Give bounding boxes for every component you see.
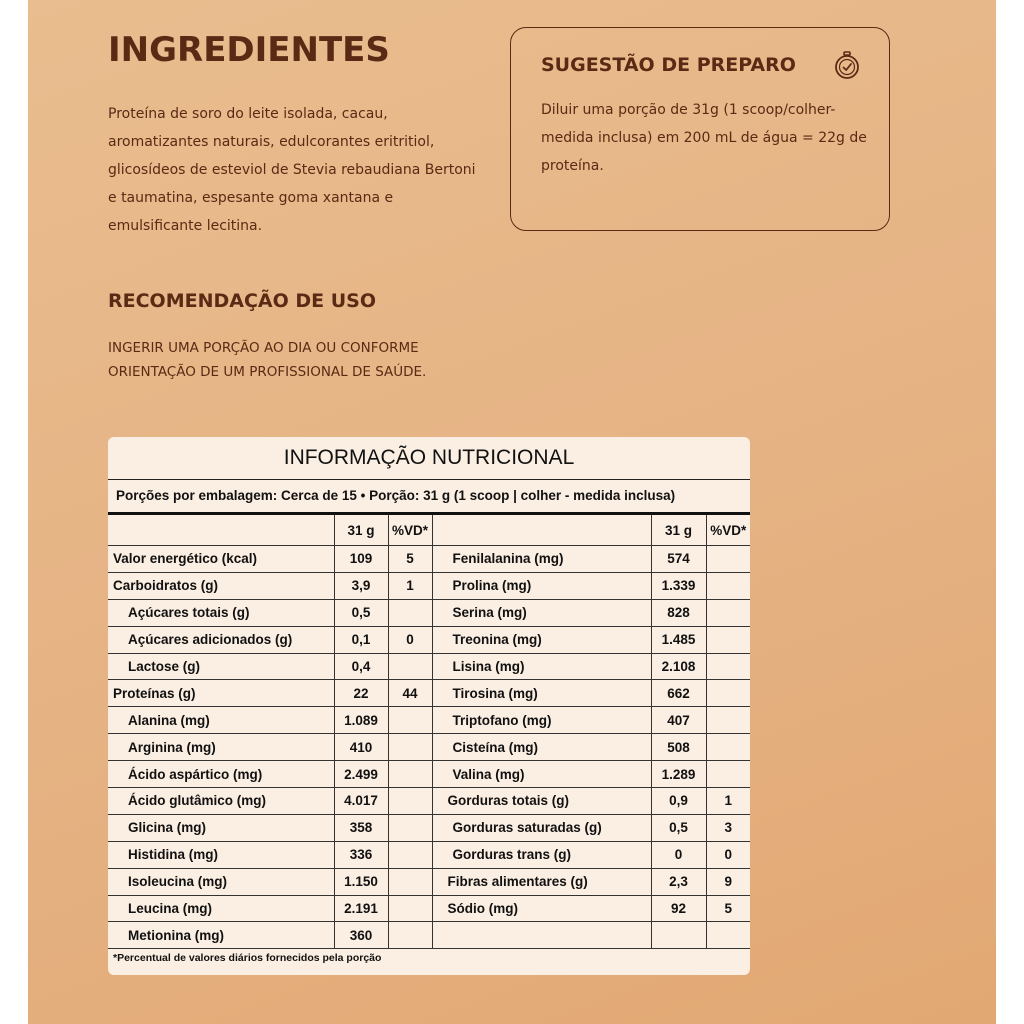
nutrient-name: Cisteína (mg) [432,734,651,761]
nutrient-name: Gorduras saturadas (g) [432,814,651,841]
nutrient-vd [706,707,750,734]
nutrient-name: Carboidratos (g) [108,572,334,599]
nutrition-header-row [108,515,750,546]
ingredients-heading: INGREDIENTES [108,30,390,70]
nutrient-vd [706,546,750,573]
nutrient-name: Açúcares adicionados (g) [108,626,334,653]
nutrient-amount: 1.485 [651,626,706,653]
nutrient-amount: 1.150 [334,868,388,895]
nutrient-amount: 4.017 [334,788,388,815]
nutrient-vd [388,788,432,815]
nutrient-amount: 508 [651,734,706,761]
header-amount-2: 31 g [651,515,706,546]
nutrient-name: Ácido glutâmico (mg) [108,788,334,815]
nutrient-amount: 662 [651,680,706,707]
nutrient-name: Lactose (g) [108,653,334,680]
header-vd-2: %VD* [706,515,750,546]
nutrient-amount: 3,9 [334,572,388,599]
header-blank [108,515,334,546]
nutrient-vd: 5 [388,546,432,573]
nutrient-name: Triptofano (mg) [432,707,651,734]
nutrient-amount: 0 [651,841,706,868]
nutrient-name: Metionina (mg) [108,922,334,949]
table-row [108,922,750,949]
nutrition-portions: Porções por embalagem: Cerca de 15 • Porção: 31 g (1 scoop | colher - medida inclusa) [108,480,750,515]
nutrient-amount: 2.108 [651,653,706,680]
nutrient-name: Valina (mg) [432,761,651,788]
preparation-text: Diluir uma porção de 31g (1 scoop/colher-medida inclusa) em 200 mL de água = 22g de proteína. [541,102,867,174]
table-row [108,814,750,841]
nutrition-title: INFORMAÇÃO NUTRICIONAL [108,437,750,480]
nutrient-name: Leucina (mg) [108,895,334,922]
nutrient-vd [388,653,432,680]
nutrient-amount: 407 [651,707,706,734]
nutrient-vd [706,653,750,680]
nutrient-amount: 92 [651,895,706,922]
nutrient-name: Prolina (mg) [432,572,651,599]
nutrient-vd: 3 [706,814,750,841]
nutrient-amount: 2.191 [334,895,388,922]
nutrient-name: Gorduras trans (g) [432,841,651,868]
nutrient-vd [706,922,750,949]
nutrient-amount: 2.499 [334,761,388,788]
nutrient-name: Ácido aspártico (mg) [108,761,334,788]
nutrient-vd [388,922,432,949]
nutrient-vd: 1 [706,788,750,815]
nutrient-name: Serina (mg) [432,599,651,626]
nutrient-name: Fibras alimentares (g) [432,868,651,895]
nutrient-amount: 358 [334,814,388,841]
table-row [108,546,750,573]
nutrient-vd [388,707,432,734]
header-vd: %VD* [388,515,432,546]
nutrient-vd [706,599,750,626]
nutrition-facts-table [108,437,750,975]
nutrient-amount: 828 [651,599,706,626]
nutrient-vd [706,680,750,707]
nutrient-vd [706,734,750,761]
nutrient-vd: 1 [388,572,432,599]
nutrient-name: Fenilalanina (mg) [432,546,651,573]
nutrient-amount: 1.089 [334,707,388,734]
nutrient-vd: 44 [388,680,432,707]
table-row [108,572,750,599]
nutrient-vd [388,599,432,626]
nutrient-name: Proteínas (g) [108,680,334,707]
nutrient-amount [651,922,706,949]
preparation-box [510,27,890,231]
nutrient-amount: 574 [651,546,706,573]
nutrient-name: Lisina (mg) [432,653,651,680]
table-row [108,680,750,707]
recommendation-heading: RECOMENDAÇÃO DE USO [108,290,377,312]
table-row [108,707,750,734]
nutrient-name: Tirosina (mg) [432,680,651,707]
nutrient-name [432,922,651,949]
nutrition-footnote: *Percentual de valores diários fornecidos pela porção [113,952,382,965]
nutrient-amount: 0,5 [334,599,388,626]
nutrition-grid [108,515,750,949]
nutrient-amount: 1.339 [651,572,706,599]
table-row [108,841,750,868]
nutrient-amount: 360 [334,922,388,949]
timer-icon [831,50,863,82]
nutrient-amount: 336 [334,841,388,868]
nutrient-amount: 0,4 [334,653,388,680]
nutrient-amount: 1.289 [651,761,706,788]
nutrient-name: Sódio (mg) [432,895,651,922]
nutrient-amount: 410 [334,734,388,761]
table-row [108,788,750,815]
nutrient-vd [706,761,750,788]
nutrient-name: Açúcares totais (g) [108,599,334,626]
nutrient-name: Arginina (mg) [108,734,334,761]
nutrient-amount: 22 [334,680,388,707]
header-amount: 31 g [334,515,388,546]
nutrient-amount: 109 [334,546,388,573]
nutrient-name: Glicina (mg) [108,814,334,841]
nutrient-vd [388,841,432,868]
nutrient-vd [706,572,750,599]
nutrient-amount: 2,3 [651,868,706,895]
nutrient-name: Histidina (mg) [108,841,334,868]
header-blank-2 [432,515,651,546]
nutrient-amount: 0,5 [651,814,706,841]
nutrient-vd: 0 [388,626,432,653]
nutrient-vd [388,734,432,761]
preparation-heading: SUGESTÃO DE PREPARO [541,54,796,76]
nutrient-vd [388,868,432,895]
nutrient-vd [706,626,750,653]
nutrient-name: Valor energético (kcal) [108,546,334,573]
nutrient-name: Isoleucina (mg) [108,868,334,895]
nutrient-name: Treonina (mg) [432,626,651,653]
nutrient-vd: 5 [706,895,750,922]
nutrient-vd [388,761,432,788]
nutrient-vd [388,895,432,922]
table-row [108,626,750,653]
nutrient-name: Gorduras totais (g) [432,788,651,815]
table-row [108,868,750,895]
nutrient-vd: 0 [706,841,750,868]
table-row [108,653,750,680]
nutrient-vd: 9 [706,868,750,895]
nutrient-name: Alanina (mg) [108,707,334,734]
table-row [108,895,750,922]
nutrient-vd [388,814,432,841]
table-row [108,734,750,761]
recommendation-text: INGERIR UMA PORÇÃO AO DIA OU CONFORME ORIENTAÇÃO DE UM PROFISSIONAL DE SAÚDE. [108,340,427,380]
ingredients-text: Proteína de soro do leite isolada, cacau, aromatizantes naturais, edulcorantes eritritiol, glicosídeos de esteviol de Stevia rebaudiana Bertoni e taumatina, espesante goma xantana e emulsificante lecitina. [108,106,476,234]
table-row [108,599,750,626]
table-row [108,761,750,788]
nutrient-amount: 0,9 [651,788,706,815]
nutrient-amount: 0,1 [334,626,388,653]
